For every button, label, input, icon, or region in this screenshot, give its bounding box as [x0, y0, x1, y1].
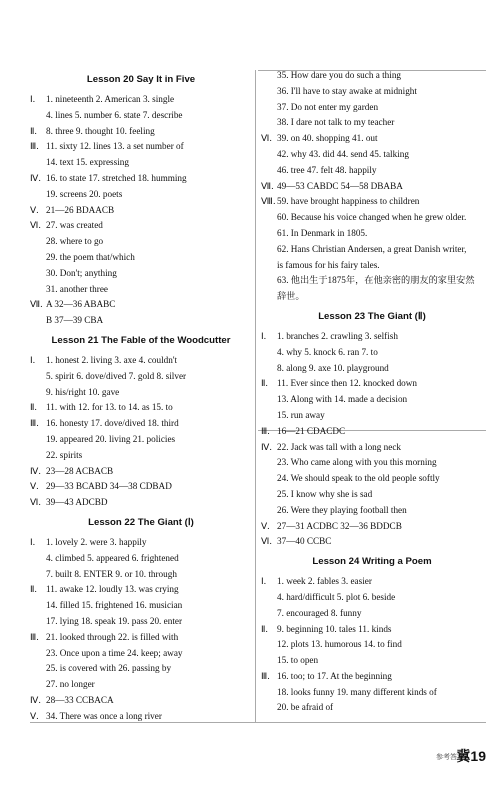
- answer-text: 15. to open: [277, 655, 319, 666]
- answer-text: 29. the poem that/which: [46, 251, 135, 262]
- answer-text: 8. along 9. axe 10. playground: [277, 362, 389, 373]
- section-number: Ⅰ.: [30, 536, 36, 547]
- answer-text: 8. three 9. thought 10. feeling: [46, 125, 155, 136]
- answer-text: 34. There was once a long river: [46, 710, 162, 721]
- answer-text: 59. have brought happiness to children: [277, 196, 420, 207]
- answer-line: [261, 424, 483, 440]
- answer-text: 28—33 CCBACA: [46, 694, 114, 705]
- answer-text: 15. run away: [277, 409, 325, 420]
- answer-column-right: [261, 68, 483, 716]
- answer-text: 39. on 40. shopping 41. out: [277, 133, 378, 144]
- answer-text: 25. I know why she is sad: [277, 488, 373, 499]
- answer-text: 16. too; to 17. At the beginning: [277, 670, 392, 681]
- section-number: Ⅲ.: [30, 418, 39, 429]
- answer-line: [261, 487, 483, 503]
- answer-line: [30, 709, 252, 725]
- section-number: Ⅰ.: [261, 576, 267, 587]
- answer-line: [261, 519, 483, 535]
- answer-text: 4. hard/difficult 5. plot 6. beside: [277, 591, 396, 602]
- section-number: Ⅵ.: [261, 536, 272, 547]
- section-number: Ⅳ.: [261, 441, 272, 452]
- answer-text: 46. tree 47. felt 48. happily: [277, 164, 377, 175]
- answer-line: [30, 155, 252, 171]
- answer-line: [30, 661, 252, 677]
- answer-line: [30, 218, 252, 234]
- answer-text: 63. 他出生于1875年，在他亲密的朋友的家里安然: [277, 275, 475, 286]
- page-number: 冀19: [456, 748, 486, 764]
- section-number: Ⅱ.: [30, 125, 37, 136]
- answer-line: [261, 440, 483, 456]
- answer-text: 27—31 ACDBC 32—36 BDDCB: [277, 520, 402, 531]
- answer-line: [30, 92, 252, 108]
- answer-text: 17. lying 18. speak 19. pass 20. enter: [46, 615, 183, 626]
- section-number: Ⅴ.: [261, 520, 270, 531]
- answer-text: 27. was created: [46, 220, 103, 231]
- answer-line: [30, 187, 252, 203]
- section-number: Ⅰ.: [30, 354, 36, 365]
- answer-line: [261, 179, 483, 195]
- section-number: Ⅲ.: [30, 631, 39, 642]
- answer-text: 23—28 ACBACB: [46, 465, 114, 476]
- answer-text: 7. built 8. ENTER 9. or 10. through: [46, 568, 177, 579]
- answer-line: [261, 226, 483, 242]
- answer-text: 22. spirits: [46, 449, 83, 460]
- answer-text: 39—43 ADCBD: [46, 497, 108, 508]
- answer-text: 12. plots 13. humorous 14. to find: [277, 639, 402, 650]
- answer-text: 4. lines 5. number 6. state 7. describe: [46, 109, 183, 120]
- answer-text: 18. looks funny 19. many different kinds of: [277, 686, 437, 697]
- answer-line: [261, 622, 483, 638]
- answer-line: [30, 464, 252, 480]
- answer-line: [261, 345, 483, 361]
- answer-line: [261, 289, 483, 305]
- answer-text: 62. Hans Christian Andersen, a great Danish writer,: [277, 243, 467, 254]
- answer-line: [30, 385, 252, 401]
- section-number: Ⅵ.: [30, 497, 41, 508]
- lesson-title: Lesson 23 The Giant (Ⅱ): [318, 310, 426, 322]
- answer-text: is famous for his fairy tales.: [277, 259, 380, 270]
- answer-text: 5. spirit 6. dove/dived 7. gold 8. silver: [46, 370, 187, 381]
- answer-text: 35. How dare you do such a thing: [277, 70, 402, 80]
- answer-line: [30, 677, 252, 693]
- section-number: Ⅴ.: [30, 710, 39, 721]
- answer-line: [261, 685, 483, 701]
- answer-text: 61. In Denmark in 1805.: [277, 227, 368, 238]
- answer-line: [261, 131, 483, 147]
- answer-text: 37—40 CCBC: [277, 536, 332, 547]
- answer-line: [30, 313, 252, 329]
- answer-line: [261, 242, 483, 258]
- answer-line: [261, 210, 483, 226]
- answer-text: 11. with 12. for 13. to 14. as 15. to: [46, 402, 173, 413]
- answer-text: 16. honesty 17. dove/dived 18. third: [46, 418, 179, 429]
- answer-line: [30, 614, 252, 630]
- answer-text: 29—33 BCABD 34—38 CDBAD: [46, 481, 172, 492]
- answer-line: [30, 582, 252, 598]
- answer-text: 26. Were they playing football then: [277, 504, 407, 515]
- answer-text: 60. Because his voice changed when he grew older.: [277, 212, 467, 223]
- answer-line: [261, 329, 483, 345]
- section-number: Ⅵ.: [30, 220, 41, 231]
- section-number: Ⅱ.: [30, 584, 37, 595]
- answer-line: [30, 369, 252, 385]
- answer-text: 21—26 BDAACB: [46, 204, 115, 215]
- section-number: Ⅷ.: [261, 196, 276, 207]
- answer-text: 14. text 15. expressing: [46, 157, 129, 168]
- answer-line: [261, 68, 483, 84]
- answer-text: 4. why 5. knock 6. ran 7. to: [277, 346, 378, 357]
- lesson-title: Lesson 22 The Giant (Ⅰ): [88, 516, 194, 528]
- answer-line: [30, 630, 252, 646]
- answer-text: 23. Once upon a time 24. keep; away: [46, 647, 183, 658]
- section-number: Ⅲ.: [261, 425, 270, 436]
- answer-line: [30, 108, 252, 124]
- answer-line: [30, 646, 252, 662]
- answer-line: [261, 653, 483, 669]
- section-number: Ⅰ.: [30, 94, 36, 104]
- answer-text: 38. I dare not talk to my teacher: [277, 117, 395, 128]
- section-number: Ⅱ.: [261, 378, 268, 389]
- section-number: Ⅱ.: [261, 623, 268, 634]
- answer-text: 16. to state 17. stretched 18. humming: [46, 172, 187, 183]
- answer-line: [261, 194, 483, 210]
- section-number: Ⅲ.: [261, 670, 270, 681]
- answer-line: [261, 590, 483, 606]
- lesson-title: Lesson 20 Say It in Five: [86, 74, 196, 85]
- answer-line: [30, 551, 252, 567]
- answer-line: [30, 203, 252, 219]
- answer-line: [30, 139, 252, 155]
- answer-line: [30, 535, 252, 551]
- section-number: Ⅴ.: [30, 481, 39, 492]
- answer-text: 37. Do not enter my garden: [277, 101, 379, 112]
- answer-line: [30, 416, 252, 432]
- answer-line: [30, 266, 252, 282]
- answer-text: 9. beginning 10. tales 11. kinds: [277, 623, 392, 634]
- answer-text: 25. is covered with 26. passing by: [46, 663, 172, 674]
- answer-text: 16—21 CDACDC: [277, 425, 346, 436]
- answer-line: [30, 234, 252, 250]
- answer-line: [261, 574, 483, 590]
- answer-line: [30, 567, 252, 583]
- footer-label: 参考答案: [436, 754, 464, 761]
- answer-line: [30, 400, 252, 416]
- answer-text: 21. looked through 22. is filled with: [46, 631, 179, 642]
- answer-line: [30, 250, 252, 266]
- section-number: Ⅵ.: [261, 133, 272, 144]
- answer-line: [261, 273, 483, 289]
- answer-line: [261, 700, 483, 716]
- answer-text: 20. be afraid of: [277, 702, 334, 713]
- answer-text: 36. I'll have to stay awake at midnight: [277, 85, 417, 96]
- answer-text: 19. screens 20. poets: [46, 188, 123, 199]
- answer-text: 23. Who came along with you this morning: [277, 457, 437, 468]
- answer-line: [261, 115, 483, 131]
- lesson-title: Lesson 21 The Fable of the Woodcutter: [51, 334, 231, 346]
- answer-line: [261, 258, 483, 274]
- answer-line: [30, 282, 252, 298]
- answer-line: [261, 163, 483, 179]
- section-number: Ⅲ.: [30, 141, 39, 152]
- answer-line: [261, 455, 483, 471]
- answer-text: 42. why 43. did 44. send 45. talking: [277, 148, 409, 159]
- answer-text: 1. week 2. fables 3. easier: [277, 576, 372, 587]
- answer-text: 11. sixty 12. lines 13. a set number of: [46, 141, 184, 152]
- answer-text: 13. Along with 14. made a decision: [277, 394, 408, 405]
- answer-line: [261, 147, 483, 163]
- section-number: Ⅳ.: [30, 694, 41, 705]
- answer-line: [261, 503, 483, 519]
- answer-line: [261, 669, 483, 685]
- answer-line: [30, 693, 252, 709]
- answer-text: 22. Jack was tall with a long neck: [277, 441, 401, 452]
- answer-line: [261, 637, 483, 653]
- section-number: Ⅳ.: [30, 172, 41, 183]
- section-number: Ⅱ.: [30, 402, 37, 413]
- answer-text: 1. lovely 2. were 3. happily: [46, 536, 147, 547]
- answer-text: 28. where to go: [46, 236, 104, 247]
- answer-line: [261, 534, 483, 550]
- answer-text: 31. another three: [46, 283, 108, 294]
- answer-text: 19. appeared 20. living 21. policies: [46, 433, 176, 444]
- answer-text: 7. encouraged 8. funny: [277, 607, 362, 618]
- answer-text: 9. his/right 10. gave: [46, 386, 120, 397]
- answer-line: [30, 124, 252, 140]
- answer-line: [30, 297, 252, 313]
- answer-line: [30, 598, 252, 614]
- answer-text: 11. awake 12. loudly 13. was crying: [46, 584, 179, 595]
- answer-line: [30, 479, 252, 495]
- answer-text: A 32—36 ABABC: [46, 299, 116, 310]
- answer-text: 1. branches 2. crawling 3. selfish: [277, 330, 398, 341]
- answer-line: [261, 376, 483, 392]
- answer-line: [30, 171, 252, 187]
- answer-line: [261, 84, 483, 100]
- section-number: Ⅶ.: [30, 299, 43, 310]
- answer-text: 30. Don't; anything: [46, 267, 117, 278]
- answer-column-left: [30, 68, 252, 724]
- answer-line: [261, 392, 483, 408]
- answer-text: 27. no longer: [46, 679, 95, 690]
- answer-text: 辞世。: [277, 291, 305, 302]
- section-number: Ⅳ.: [30, 465, 41, 476]
- column-divider: [255, 70, 256, 722]
- answer-text: 24. We should speak to the old people softly: [277, 473, 440, 484]
- section-number: Ⅶ.: [261, 180, 274, 191]
- answer-line: [261, 100, 483, 116]
- answer-text: 11. Ever since then 12. knocked down: [277, 378, 417, 389]
- answer-line: [30, 448, 252, 464]
- answer-text: 1. honest 2. living 3. axe 4. couldn't: [46, 354, 178, 365]
- answer-text: 14. filled 15. frightened 16. musician: [46, 600, 183, 611]
- section-number: Ⅴ.: [30, 204, 39, 215]
- answer-text: 1. nineteenth 2. American 3. single: [46, 94, 175, 104]
- answer-line: [30, 353, 252, 369]
- answer-line: [30, 495, 252, 511]
- answer-line: [261, 471, 483, 487]
- answer-text: B 37—39 CBA: [46, 315, 104, 326]
- answer-text: 49—53 CABDC 54—58 DBABA: [277, 180, 403, 191]
- answer-line: [261, 606, 483, 622]
- lesson-title: Lesson 24 Writing a Poem: [312, 556, 432, 568]
- answer-line: [261, 408, 483, 424]
- answer-line: [30, 432, 252, 448]
- answer-text: 4. climbed 5. appeared 6. frightened: [46, 552, 179, 563]
- answer-line: [261, 361, 483, 377]
- section-number: Ⅰ.: [261, 330, 267, 341]
